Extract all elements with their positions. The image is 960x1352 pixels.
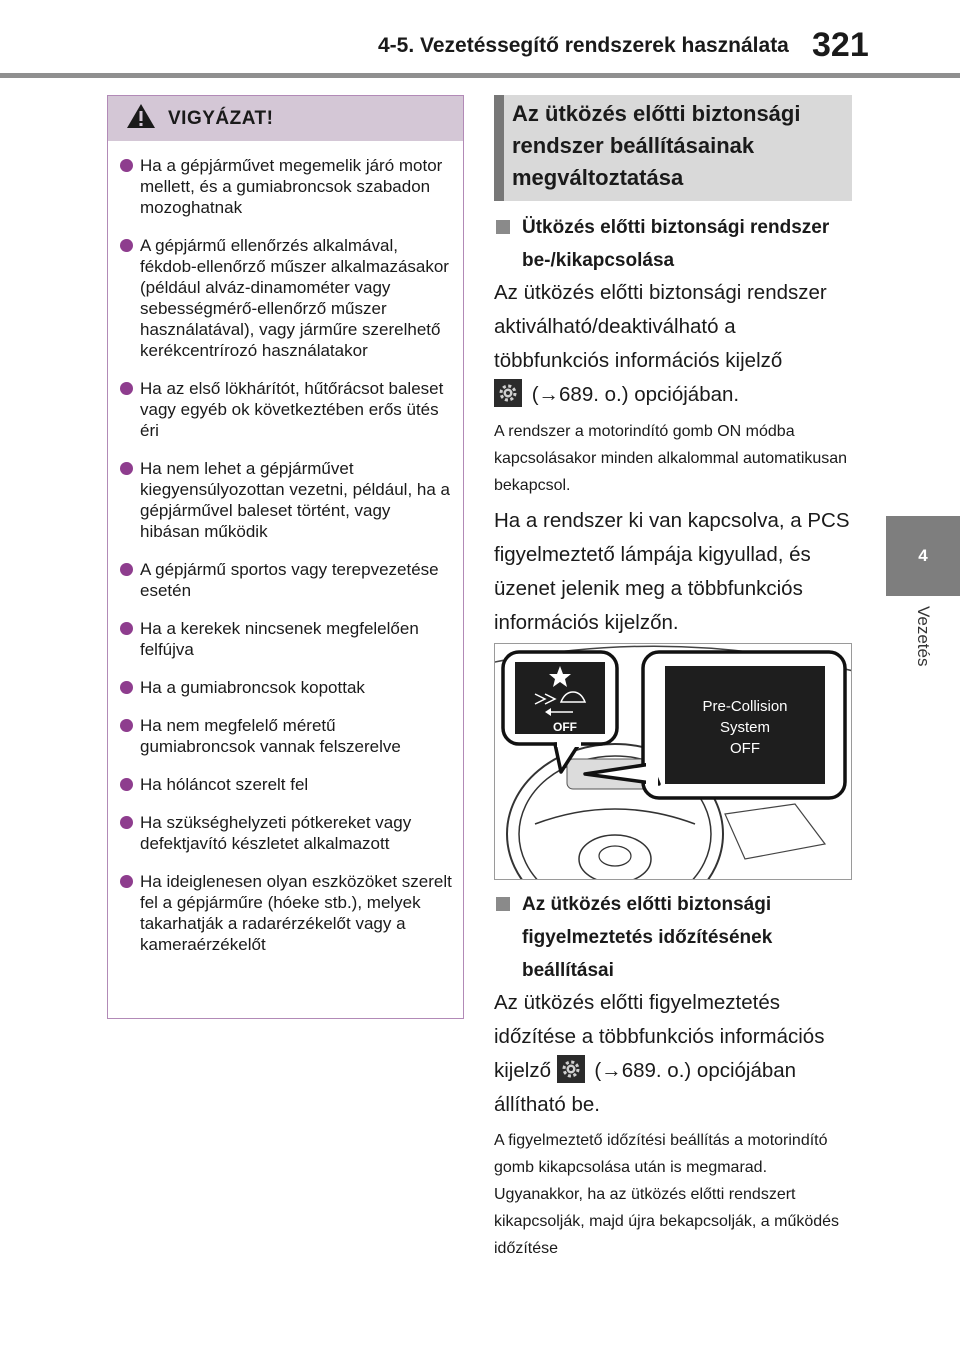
warning-header bbox=[108, 96, 463, 141]
round-bullet-icon bbox=[120, 563, 133, 576]
warning-item-text: Ha szükséghelyzeti pótkereket vagy defektjavító készletet alkalmazott bbox=[140, 813, 412, 853]
paragraph-text: Az ütközés előtti figyelmeztetés időzítése a többfunkciós információs kijelző bbox=[494, 991, 825, 1082]
chapter-tab bbox=[886, 516, 960, 596]
round-bullet-icon bbox=[120, 816, 133, 829]
warning-item-text: Ha ideiglenesen olyan eszközöket szerelt fel a gépjárműre (hóeke stb.), melyek takarhatják a radarérzékelőt vagy a kameraérzékelőt bbox=[140, 872, 452, 954]
warning-item-text: Ha hóláncot szerelt fel bbox=[140, 775, 309, 794]
page-number: 321 bbox=[812, 26, 869, 64]
warning-title: VIGYÁZAT! bbox=[168, 107, 274, 129]
warning-triangle-icon bbox=[126, 103, 156, 134]
warning-list-item bbox=[118, 378, 453, 441]
warning-list-item bbox=[118, 774, 453, 795]
square-bullet-icon bbox=[496, 220, 510, 234]
paragraph-warning-timing bbox=[494, 986, 856, 1122]
warning-list bbox=[108, 141, 463, 955]
warning-list-item bbox=[118, 871, 453, 955]
warning-item-text: Ha nem megfelelő méretű gumiabroncsok vannak felszerelve bbox=[140, 716, 401, 756]
round-bullet-icon bbox=[120, 719, 133, 732]
round-bullet-icon bbox=[120, 382, 133, 395]
note-auto-on: A rendszer a motorindító gomb ON módba kapcsolásakor minden alkalommal automatikusan bekapcsol. bbox=[494, 423, 848, 494]
warning-list-item bbox=[118, 812, 453, 854]
warning-item-text: A gépjármű sportos vagy terepvezetése esetén bbox=[140, 560, 439, 600]
warning-list-item bbox=[118, 458, 453, 542]
warning-list-item bbox=[118, 618, 453, 660]
warning-list-item bbox=[118, 677, 453, 698]
warning-item-text: Ha nem lehet a gépjárművet kiegyensúlyozottan vezetni, például, ha a gépjárművel baleset történt, vagy hibásan működik bbox=[140, 459, 450, 541]
paragraph-text: Az ütközés előtti biztonsági rendszer aktiválható/deaktiválható a többfunkciós információs kijelző bbox=[494, 281, 827, 372]
subsection-title-text: Ütközés előtti biztonsági rendszer be-/kikapcsolása bbox=[522, 217, 830, 271]
warning-item-text: A gépjármű ellenőrzés alkalmával, fékdob-ellenőrző műszer alkalmazásakor (például alváz-dinamométer vagy sebességmérő-ellenőrző műszer használatával), vagy járműre szerelhető kerékcentrírozó használatakor bbox=[140, 236, 449, 360]
warning-list-item bbox=[118, 155, 453, 218]
subsection-title-text: Az ütközés előtti biztonsági figyelmeztetés időzítésének beállításai bbox=[522, 894, 773, 981]
settings-gear-icon bbox=[494, 379, 522, 407]
chapter-number: 4 bbox=[918, 546, 928, 565]
pcs-off-icon-label: OFF bbox=[553, 720, 577, 734]
warning-list-item bbox=[118, 715, 453, 757]
square-bullet-icon bbox=[496, 897, 510, 911]
paragraph-text-ref: (→689. o.) opciójában állítható be. bbox=[494, 1059, 797, 1116]
warning-box bbox=[107, 95, 464, 1019]
round-bullet-icon bbox=[120, 681, 133, 694]
paragraph-text-ref: (→689. o.) opciójában. bbox=[531, 383, 740, 406]
warning-list-item bbox=[118, 235, 453, 361]
warning-item-text: Ha a gépjárművet megemelik járó motor mellett, és a gumiabroncsok szabadon mozoghatnak bbox=[140, 156, 443, 217]
round-bullet-icon bbox=[120, 778, 133, 791]
warning-item-text: Ha az első lökhárítót, hűtőrácsot baleset vagy egyéb ok következtében erős ütés éri bbox=[140, 379, 444, 440]
section-title: Az ütközés előtti biztonsági rendszer beállításainak megváltoztatása bbox=[494, 95, 852, 201]
round-bullet-icon bbox=[120, 239, 133, 252]
note-timing-retained: A figyelmeztető időzítési beállítás a motorindító gomb kikapcsolása után is megmarad. Ugyanakkor, ha az ütközés előtti rendszert kikapcsolják, majd újra bekapcsolják, a működés időzítése bbox=[494, 1132, 840, 1257]
display-line-2: System bbox=[719, 719, 770, 736]
display-line-1: Pre-Collision bbox=[702, 698, 788, 715]
display-line-3: OFF bbox=[730, 740, 760, 757]
round-bullet-icon bbox=[120, 622, 133, 635]
subsection-title-warning-timing bbox=[494, 888, 854, 987]
round-bullet-icon bbox=[120, 159, 133, 172]
round-bullet-icon bbox=[120, 462, 133, 475]
paragraph-pcs-toggle bbox=[494, 276, 856, 412]
mid-display-message bbox=[665, 696, 825, 759]
round-bullet-icon bbox=[120, 875, 133, 888]
pcs-off-illustration bbox=[494, 643, 852, 880]
chapter-label: Vezetés bbox=[914, 606, 933, 667]
settings-gear-icon bbox=[557, 1055, 585, 1083]
paragraph-pcs-off: Ha a rendszer ki van kapcsolva, a PCS figyelmeztető lámpája kigyullad, és üzenet jelenik meg a többfunkciós információs kijelzőn. bbox=[494, 509, 850, 634]
subsection-title-pcs-toggle bbox=[494, 211, 854, 277]
warning-list-item bbox=[118, 559, 453, 601]
header-divider bbox=[0, 73, 960, 78]
running-header-title: 4-5. Vezetéssegítő rendszerek használata bbox=[378, 34, 789, 57]
warning-item-text: Ha a gumiabroncsok kopottak bbox=[140, 678, 365, 697]
warning-item-text: Ha a kerekek nincsenek megfelelően felfújva bbox=[140, 619, 419, 659]
